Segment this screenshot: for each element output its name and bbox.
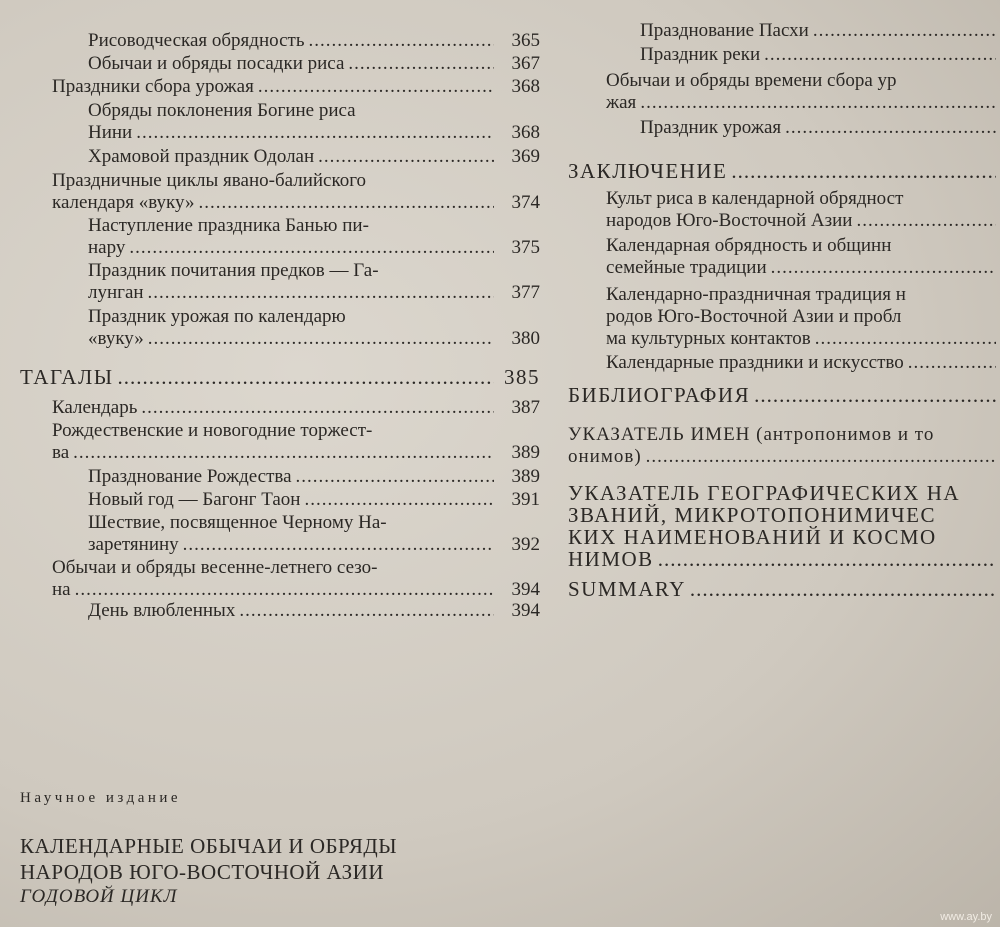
dot-leader: [73, 442, 494, 464]
toc-entry: [88, 466, 540, 488]
dot-leader: [764, 44, 996, 66]
toc-entry-text: Календарь: [52, 397, 138, 418]
dot-leader: [183, 534, 494, 556]
toc-entry-text: ма культурных контактов: [606, 328, 811, 349]
toc-entry-text: НИМОВ: [568, 547, 654, 571]
toc-entry: [606, 70, 1000, 114]
toc-entry-text: Праздник реки: [640, 44, 761, 65]
toc-right-column: [560, 0, 1000, 720]
page-number: 369: [511, 146, 540, 167]
page-number: 377: [511, 282, 540, 303]
toc-entry-text: онимов): [568, 446, 642, 467]
page-number: 375: [511, 237, 540, 258]
toc-entry-text: родов Юго-Восточной Азии и пробл: [606, 306, 902, 327]
toc-entry: [88, 306, 540, 350]
dot-leader: [148, 328, 494, 350]
dot-leader: [118, 366, 494, 388]
toc-entry: [568, 160, 1000, 182]
dot-leader: [296, 466, 494, 488]
imprint-label: Научное издание: [20, 790, 182, 806]
page-number: 365: [511, 30, 540, 51]
toc-entry-text: Праздник почитания предков — Га-: [88, 260, 379, 281]
imprint-block: [20, 790, 397, 909]
toc-entry: [52, 397, 540, 419]
dot-leader: [148, 282, 494, 304]
toc-entry-text: Храмовой праздник Одолан: [88, 146, 315, 167]
book-title-line-1: КАЛЕНДАРНЫЕ ОБЫЧАИ И ОБРЯДЫ: [20, 834, 398, 858]
toc-entry-text: Календарные праздники и искусство: [606, 352, 904, 373]
toc-entry-text: Календарно-праздничная традиция н: [606, 284, 906, 305]
toc-entry: [88, 215, 540, 259]
toc-entry-text: БИБЛИОГРАФИЯ: [568, 383, 751, 407]
toc-entry-text: ва: [52, 442, 70, 463]
toc-entry-text: Праздник урожая по календарю: [88, 306, 346, 327]
dot-leader: [75, 579, 494, 601]
toc-entry-text: Наступление праздника Банью пи-: [88, 215, 369, 236]
toc-entry-text: Рождественские и новогодние торжест-: [52, 420, 373, 441]
dot-leader: [129, 237, 494, 259]
page-number: 385: [504, 365, 540, 389]
dot-leader: [348, 53, 494, 75]
page-number: 368: [511, 76, 540, 97]
toc-entry: [640, 44, 1000, 66]
toc-entry-text: календаря «вуку»: [52, 192, 195, 213]
dot-leader: [198, 192, 494, 214]
toc-entry: [88, 146, 540, 168]
toc-entry-text: SUMMARY: [568, 577, 686, 601]
toc-entry: [88, 512, 540, 556]
toc-entry: [568, 424, 1000, 468]
toc-entry-text: Празднование Пасхи: [640, 20, 809, 41]
toc-entry-text: жая: [606, 92, 637, 113]
toc-entry: [640, 117, 1000, 139]
toc-entry-text: на: [52, 579, 71, 600]
toc-entry-text: ТАГАЛЫ: [20, 365, 114, 389]
toc-entry-text: Культ риса в календарной обрядност: [606, 188, 904, 209]
toc-entry: [88, 30, 540, 52]
dot-leader: [239, 600, 494, 622]
toc-entry-text: Рисоводческая обрядность: [88, 30, 305, 51]
page-number: 387: [511, 397, 540, 418]
dot-leader: [785, 117, 996, 139]
toc-entry-text: УКАЗАТЕЛЬ ГЕОГРАФИЧЕСКИХ НА: [568, 481, 961, 505]
toc-entry: [568, 482, 1000, 570]
toc-entry-text: Нини: [88, 122, 133, 143]
toc-entry: [88, 100, 540, 144]
toc-entry-text: Новый год — Багонг Таон: [88, 489, 301, 510]
toc-entry: [606, 188, 1000, 232]
page-number: 391: [511, 489, 540, 510]
dot-leader: [731, 160, 996, 182]
dot-leader: [258, 76, 494, 98]
toc-entry-text: УКАЗАТЕЛЬ ИМЕН (антропонимов и то: [568, 424, 935, 445]
toc-entry: [52, 557, 540, 601]
dot-leader: [141, 397, 494, 419]
toc-entry-text: Обычаи и обряды времени сбора ур: [606, 70, 897, 91]
dot-leader: [771, 257, 996, 279]
watermark: www.ay.by: [940, 911, 992, 923]
toc-entry: [52, 420, 540, 464]
dot-leader: [309, 30, 494, 52]
dot-leader: [658, 548, 996, 570]
dot-leader: [754, 384, 996, 406]
toc-entry-text: Календарная обрядность и общинн: [606, 235, 892, 256]
toc-entry-text: нару: [88, 237, 126, 258]
page-number: 389: [511, 442, 540, 463]
toc-entry: [88, 260, 540, 304]
toc-entry-text: День влюбленных: [88, 600, 236, 621]
dot-leader: [690, 578, 996, 600]
dot-leader: [136, 122, 494, 144]
toc-entry-text: Празднование Рождества: [88, 466, 292, 487]
toc-entry-text: Обычаи и обряды весенне-летнего сезо-: [52, 557, 378, 578]
dot-leader: [304, 489, 494, 511]
toc-entry: [640, 20, 1000, 42]
page-number: 367: [511, 53, 540, 74]
dot-leader: [815, 328, 996, 350]
page-number: 389: [511, 466, 540, 487]
toc-entry-text: семейные традиции: [606, 257, 767, 278]
toc-entry: [88, 53, 540, 75]
dot-leader: [318, 146, 494, 168]
toc-entry-text: ЗВАНИЙ, МИКРОТОПОНИМИЧЕС: [568, 503, 937, 527]
toc-entry: [88, 489, 540, 511]
toc-entry: [52, 170, 540, 214]
page-number: 374: [511, 192, 540, 213]
toc-entry: [568, 384, 1000, 406]
toc-entry-text: Праздник урожая: [640, 117, 782, 138]
toc-entry: [88, 600, 540, 622]
book-subtitle: ГОДОВОЙ ЦИКЛ: [20, 886, 178, 907]
toc-entry: [606, 284, 1000, 350]
toc-entry-text: КИХ НАИМЕНОВАНИЙ И КОСМО: [568, 525, 937, 549]
dot-leader: [813, 20, 996, 42]
toc-entry-text: Праздничные циклы явано-балийского: [52, 170, 367, 191]
book-title-line-2: НАРОДОВ ЮГО-ВОСТОЧНОЙ АЗИИ: [20, 860, 385, 884]
toc-entry-text: «вуку»: [88, 328, 144, 349]
toc-entry: [20, 366, 540, 388]
toc-entry-text: Обычаи и обряды посадки риса: [88, 53, 345, 74]
page-number: 368: [511, 122, 540, 143]
toc-entry: [568, 578, 1000, 600]
page-number: 380: [511, 328, 540, 349]
toc-entry-text: Шествие, посвященное Черному На-: [88, 512, 387, 533]
dot-leader: [908, 352, 996, 374]
toc-entry: [52, 76, 540, 98]
toc-entry-text: заретянину: [88, 534, 179, 555]
toc-entry: [606, 235, 1000, 279]
page-number: 394: [511, 579, 540, 600]
toc-entry: [606, 352, 1000, 374]
toc-entry-text: лунган: [88, 282, 144, 303]
toc-entry-text: народов Юго-Восточной Азии: [606, 210, 853, 231]
page-number: 394: [511, 600, 540, 621]
dot-leader: [640, 92, 996, 114]
dot-leader: [856, 210, 996, 232]
toc-entry-text: Обряды поклонения Богине риса: [88, 100, 356, 121]
toc-entry-text: Праздники сбора урожая: [52, 76, 254, 97]
page-number: 392: [511, 534, 540, 555]
dot-leader: [646, 446, 996, 468]
toc-entry-text: ЗАКЛЮЧЕНИЕ: [568, 159, 728, 183]
